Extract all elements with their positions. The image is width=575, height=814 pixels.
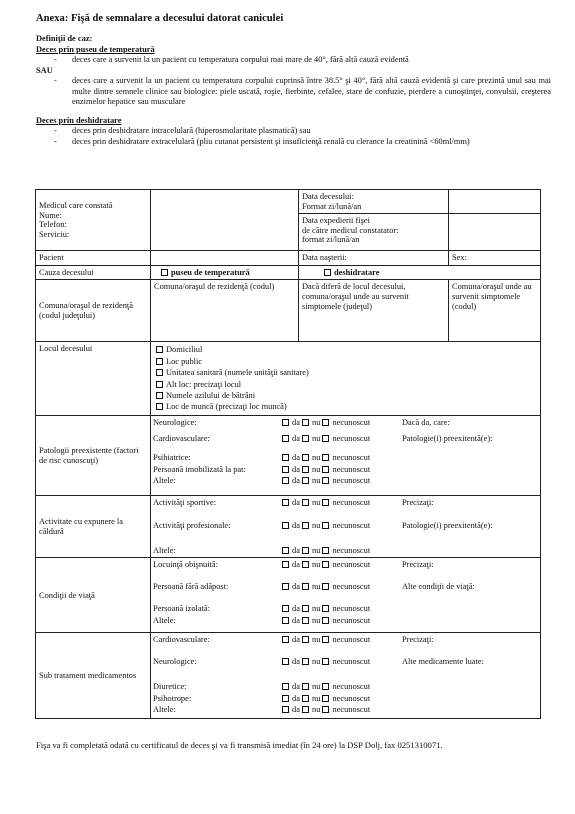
checkbox-da[interactable]: [282, 706, 289, 713]
date-send-label: Data expedierii fişei de către medicul constatator: format zi/lună/an: [299, 214, 449, 251]
activitate-block: [151, 496, 541, 558]
conditii-row: Persoană izolată: da nu necunoscut: [153, 604, 371, 614]
checkbox-da[interactable]: [282, 695, 289, 702]
checkbox-nec[interactable]: [322, 683, 329, 690]
checkbox-da[interactable]: [282, 466, 289, 473]
town-label: Comuna/oraşul de rezidenţă (codul judeţului): [36, 280, 151, 342]
tratament-row: Altele: da nu necunoscut: [153, 704, 371, 714]
checkbox-da[interactable]: [282, 636, 289, 643]
tratament-row: Cardiovasculare: da nu necunoscut Precizaţi:: [153, 635, 434, 645]
checkbox-nec[interactable]: [322, 466, 329, 473]
place-label: Locul decesului: [36, 342, 151, 416]
place-option[interactable]: Domiciliul: [154, 344, 540, 355]
activitate-row: Activităţi profesionale: da nu necunoscut Patologie(i) preexitentă(e):: [153, 520, 493, 530]
checkbox-da[interactable]: [282, 522, 289, 529]
checkbox-nu[interactable]: [302, 477, 309, 484]
checkbox-nec[interactable]: [322, 522, 329, 529]
checkbox[interactable]: [156, 403, 163, 410]
town-symptoms-code-cell[interactable]: Comuna/oraşul unde au survenit simptomele (codul): [449, 280, 541, 342]
footer-note: Fişa va fi completată odată cu certificatul de deces şi va fi transmisă imediat (în 24 ore) la DSP Dolj, fax 0251310071.: [36, 740, 443, 750]
checkbox-nu[interactable]: [302, 605, 309, 612]
checkbox-da[interactable]: [282, 454, 289, 461]
date-send-input[interactable]: [449, 214, 541, 251]
patologii-label: Patologii preexistente (factori de risc cunoscuţi): [36, 416, 151, 496]
cause-heat-option[interactable]: puseu de temperatură: [151, 265, 299, 280]
heat-item-2: - deces care a survenit la un pacient cu temperatura corpului cuprinsă între 38.5° şi 40°, fără altă cauză evidentă şi care prezintă unul sau mai multe dintre semnele clinice sau biologice: piele uscată, roşie, fierbinte, cefalee, stare de confuzie, pierdere a cunoştinţei, convulsii, creşterea enzimelor hepatice sau musculare: [36, 76, 551, 108]
checkbox-da[interactable]: [282, 658, 289, 665]
checkbox-nu[interactable]: [302, 435, 309, 442]
tratament-label: Sub tratament medicamentos: [36, 633, 151, 719]
checkbox-nec[interactable]: [322, 583, 329, 590]
place-option[interactable]: Unitatea sanitară (numele unităţii sanitare): [154, 367, 540, 378]
definitions-heading: Definiţii de caz:: [36, 34, 93, 43]
town-code-cell[interactable]: Comuna/oraşul de rezidenţă (codul): [151, 280, 299, 342]
conditii-row: Altele: da nu necunoscut: [153, 615, 371, 625]
page-title: Anexa: Fişă de semnalare a decesului datorat caniculei: [36, 13, 284, 24]
doctor-input-cell[interactable]: [151, 190, 299, 251]
patologii-row: Persoană imobilizată la pat: da nu necunoscut: [153, 464, 371, 474]
place-options: [151, 342, 541, 416]
patologii-row: Cardiovasculare: da nu necunoscut Patologie(i) preexitentă(e):: [153, 433, 493, 443]
checkbox-nu[interactable]: [302, 499, 309, 506]
checkbox-da[interactable]: [282, 583, 289, 590]
tratament-block: [151, 633, 541, 719]
checkbox-nu[interactable]: [302, 706, 309, 713]
patient-input[interactable]: [151, 251, 299, 266]
sex-label[interactable]: Sex:: [449, 251, 541, 266]
checkbox[interactable]: [156, 369, 163, 376]
checkbox-nec[interactable]: [322, 695, 329, 702]
town-symptoms-cell[interactable]: Dacă diferă de locul decesului, comuna/oraşul unde au survenit simptomele (judeţul): [299, 280, 449, 342]
tratament-row: Diuretice: da nu necunoscut: [153, 682, 371, 692]
patient-label: Pacient: [36, 251, 151, 266]
checkbox-nu[interactable]: [302, 466, 309, 473]
checkbox-nec[interactable]: [322, 605, 329, 612]
checkbox-heat[interactable]: [161, 269, 168, 276]
checkbox-nec[interactable]: [322, 454, 329, 461]
checkbox-da[interactable]: [282, 477, 289, 484]
checkbox-da[interactable]: [282, 617, 289, 624]
checkbox-nu[interactable]: [302, 522, 309, 529]
patologii-row: Altele: da nu necunoscut: [153, 475, 371, 485]
patologii-row: Neurologice: da nu necunoscut Dacă da, care:: [153, 418, 450, 428]
checkbox-nec[interactable]: [322, 435, 329, 442]
checkbox-nu[interactable]: [302, 683, 309, 690]
dehyd-heading: Deces prin deshidratare: [36, 115, 122, 125]
place-option[interactable]: Alt loc: precizaţi locul: [154, 379, 540, 390]
activitate-row: Activităţi sportive: da nu necunoscut Precizaţi:: [153, 498, 434, 508]
checkbox-nu[interactable]: [302, 547, 309, 554]
checkbox[interactable]: [156, 358, 163, 365]
checkbox[interactable]: [156, 381, 163, 388]
checkbox-da[interactable]: [282, 419, 289, 426]
checkbox-nec[interactable]: [322, 547, 329, 554]
checkbox-dehyd[interactable]: [324, 269, 331, 276]
conditii-row: Persoană fără adăpost: da nu necunoscut Alte condiţii de viaţă:: [153, 581, 475, 591]
birth-date-label[interactable]: Data naşterii:: [299, 251, 449, 266]
dehyd-item-2: - deces prin deshidratare extracelulară (pliu cutanat persistent şi insuficienţă renală cu clerance la creatinină <60ml/mm): [36, 137, 551, 148]
conditii-label: Condiţii de viaţă: [36, 558, 151, 633]
checkbox-nu[interactable]: [302, 561, 309, 568]
tratament-row: Neurologice: da nu necunoscut Alte medicamente luate:: [153, 656, 484, 666]
checkbox-nu[interactable]: [302, 658, 309, 665]
place-option[interactable]: Numele azilului de bătrâni: [154, 390, 540, 401]
checkbox-nec[interactable]: [322, 499, 329, 506]
patologii-block: [151, 416, 541, 496]
checkbox-nec[interactable]: [322, 617, 329, 624]
place-option[interactable]: Loc public: [154, 356, 540, 367]
cause-label: Cauza decesului: [36, 265, 151, 280]
patologii-row: Psihiatrice: da nu necunoscut: [153, 453, 371, 463]
report-form: [35, 189, 541, 719]
checkbox-nec[interactable]: [322, 658, 329, 665]
checkbox-da[interactable]: [282, 435, 289, 442]
checkbox-nu[interactable]: [302, 695, 309, 702]
checkbox-nec[interactable]: [322, 419, 329, 426]
checkbox-da[interactable]: [282, 499, 289, 506]
checkbox-nu[interactable]: [302, 617, 309, 624]
heat-heading: Deces prin puseu de temperatură: [36, 44, 155, 54]
checkbox-nec[interactable]: [322, 636, 329, 643]
conditii-row: Locuinţă obişnuită: da nu necunoscut Precizaţi:: [153, 560, 434, 570]
checkbox-da[interactable]: [282, 547, 289, 554]
place-option[interactable]: Loc de muncă (precizaţi loc muncă): [154, 401, 540, 412]
checkbox-da[interactable]: [282, 561, 289, 568]
activitate-row: Altele: da nu necunoscut: [153, 546, 371, 556]
checkbox-nu[interactable]: [302, 583, 309, 590]
checkbox-nu[interactable]: [302, 454, 309, 461]
date-death-input[interactable]: [449, 190, 541, 214]
cause-dehyd-option[interactable]: deshidratare: [299, 265, 541, 280]
or-label: SAU: [36, 65, 53, 75]
checkbox-da[interactable]: [282, 605, 289, 612]
date-death-label: Data decesului: Format zi/lună/an: [299, 190, 449, 214]
checkbox-nec[interactable]: [322, 561, 329, 568]
definitions: [36, 34, 551, 147]
dehyd-item-1: - deces prin deshidratare intracelulară (hiperosmolaritate plasmatică) sau: [36, 126, 551, 137]
checkbox[interactable]: [156, 346, 163, 353]
checkbox-da[interactable]: [282, 683, 289, 690]
checkbox-nec[interactable]: [322, 477, 329, 484]
heat-item-1: - deces care a survenit la un pacient cu temperatura corpului mai mare de 40°, fără altă cauză evidentă: [36, 55, 551, 66]
checkbox-nec[interactable]: [322, 706, 329, 713]
checkbox[interactable]: [156, 392, 163, 399]
conditii-block: [151, 558, 541, 633]
activitate-label: Activitate cu expunere la căldură: [36, 496, 151, 558]
checkbox-nu[interactable]: [302, 636, 309, 643]
tratament-row: Psihotrope: da nu necunoscut: [153, 693, 371, 703]
doctor-label-cell: Medicul care constată Nume: Telefon: Serviciu:: [36, 190, 151, 251]
checkbox-nu[interactable]: [302, 419, 309, 426]
